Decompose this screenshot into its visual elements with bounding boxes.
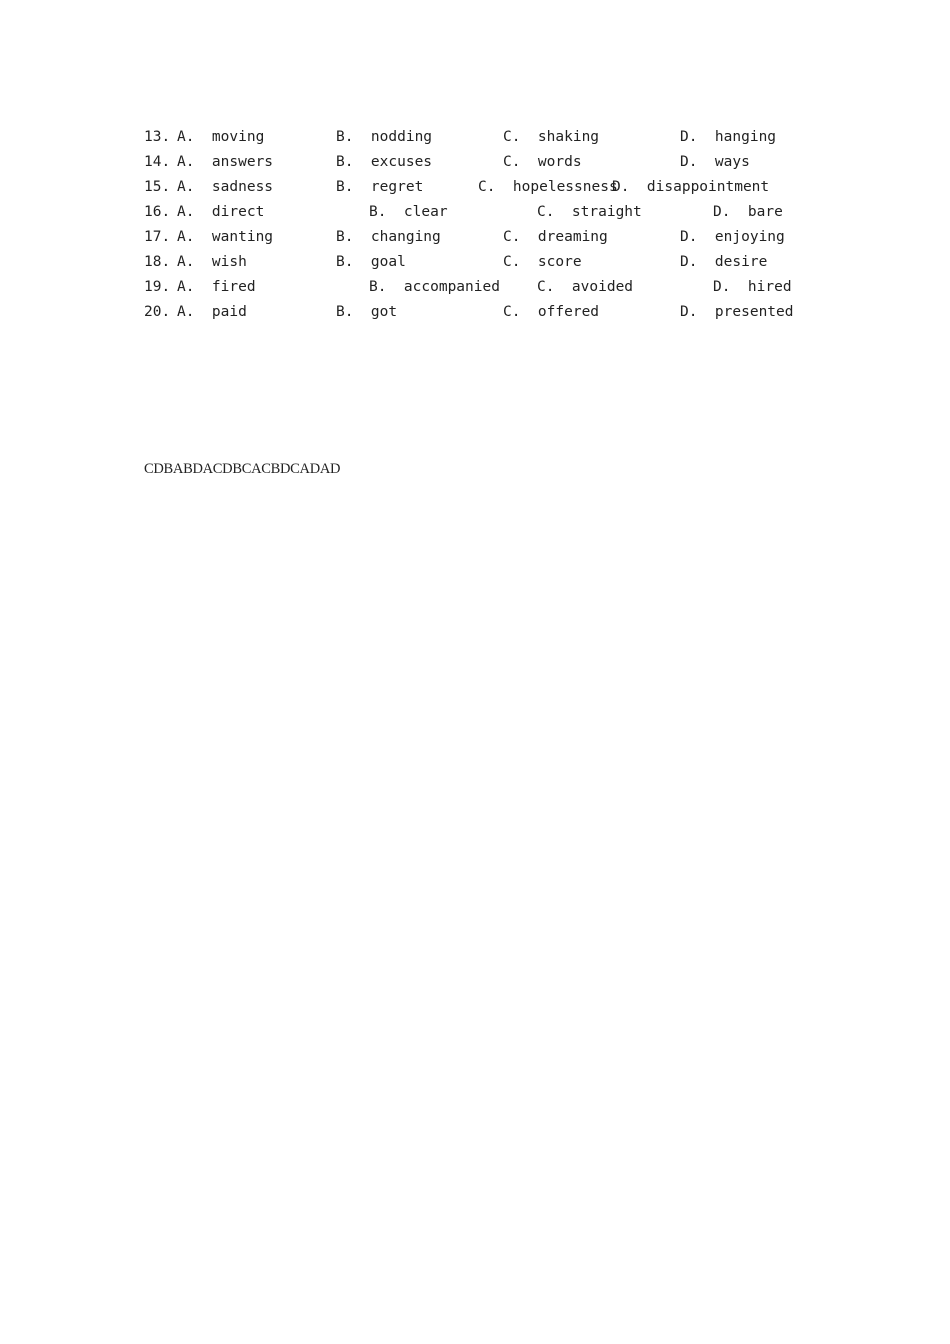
question-number: 19. bbox=[144, 279, 171, 295]
option-a: A. wanting bbox=[177, 229, 274, 245]
option-b: B. excuses bbox=[336, 154, 433, 170]
option-b: B. accompanied bbox=[369, 279, 500, 295]
option-a: A. fired bbox=[177, 279, 256, 295]
question-number: 18. bbox=[144, 254, 171, 270]
option-b: B. clear bbox=[369, 204, 448, 220]
option-b: B. got bbox=[336, 304, 398, 320]
option-d: D. enjoying bbox=[680, 229, 785, 245]
question-15 bbox=[0, 176, 770, 198]
question-number: 20. bbox=[144, 304, 171, 320]
option-b: B. regret bbox=[336, 179, 424, 195]
option-b: B. goal bbox=[336, 254, 406, 270]
answer-key: CDBABDACDBCACBDCADAD bbox=[144, 461, 341, 477]
option-b: B. nodding bbox=[336, 129, 433, 145]
option-c: C. score bbox=[503, 254, 582, 270]
question-14 bbox=[0, 151, 750, 173]
option-c: C. avoided bbox=[537, 279, 634, 295]
question-number: 15. bbox=[144, 179, 171, 195]
option-c: C. shaking bbox=[503, 129, 600, 145]
option-a: A. wish bbox=[177, 254, 247, 270]
option-a: A. direct bbox=[177, 204, 265, 220]
option-d: D. hanging bbox=[680, 129, 777, 145]
question-18 bbox=[0, 251, 768, 273]
question-20 bbox=[0, 301, 794, 323]
option-d: D. ways bbox=[680, 154, 750, 170]
question-19 bbox=[0, 276, 792, 298]
option-d: D. disappointment bbox=[612, 179, 770, 195]
option-c: C. words bbox=[503, 154, 582, 170]
option-c: C. straight bbox=[537, 204, 642, 220]
question-number: 14. bbox=[144, 154, 171, 170]
option-a: A. answers bbox=[177, 154, 274, 170]
option-c: C. dreaming bbox=[503, 229, 608, 245]
option-a: A. paid bbox=[177, 304, 247, 320]
option-a: A. moving bbox=[177, 129, 265, 145]
question-17 bbox=[0, 226, 785, 248]
option-c: C. offered bbox=[503, 304, 600, 320]
option-a: A. sadness bbox=[177, 179, 274, 195]
question-number: 13. bbox=[144, 129, 171, 145]
option-d: D. desire bbox=[680, 254, 768, 270]
option-b: B. changing bbox=[336, 229, 441, 245]
option-c: C. hopelessness bbox=[478, 179, 618, 195]
option-d: D. presented bbox=[680, 304, 794, 320]
question-16 bbox=[0, 201, 783, 223]
question-number: 16. bbox=[144, 204, 171, 220]
question-13 bbox=[0, 126, 777, 148]
question-number: 17. bbox=[144, 229, 171, 245]
option-d: D. bare bbox=[713, 204, 783, 220]
option-d: D. hired bbox=[713, 279, 792, 295]
